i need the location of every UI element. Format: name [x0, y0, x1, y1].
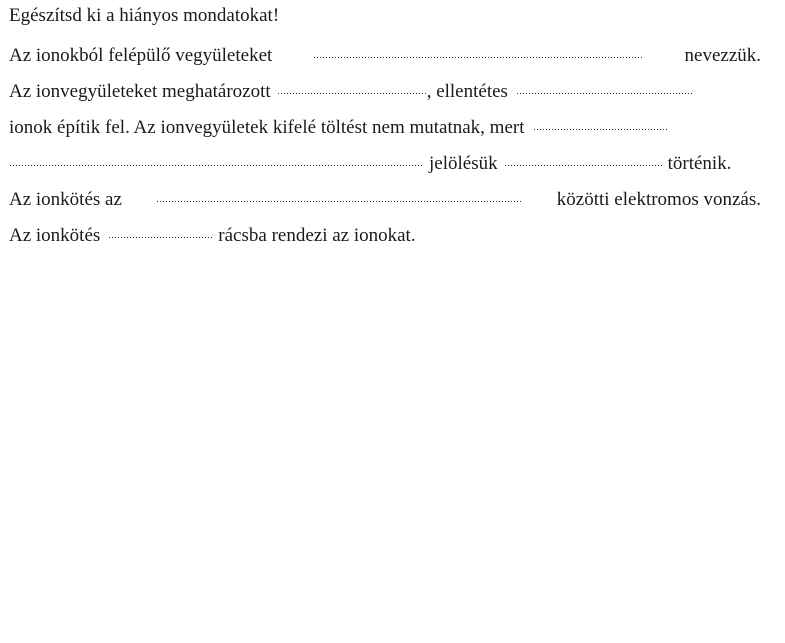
fill-in-blank[interactable] — [156, 186, 522, 205]
sentence-line-6 — [9, 222, 761, 246]
sentence-text: Az ionokból felépülő vegyületeket — [9, 45, 273, 66]
fill-in-blank[interactable] — [108, 222, 212, 241]
sentence-line-1 — [9, 42, 761, 66]
sentence-text: jelölésük — [429, 153, 498, 174]
sentence-text: Az ionkötés az — [9, 189, 122, 210]
sentence-text: történik. — [667, 153, 732, 174]
sentence-text: ionok építik fel. Az ionvegyületek kifelé töltést nem mutatnak, mert — [9, 117, 525, 138]
sentence-text: , ellentétes — [426, 81, 508, 102]
fill-in-blank[interactable] — [504, 150, 664, 169]
fill-in-blank[interactable] — [516, 78, 694, 97]
fill-in-blank[interactable] — [313, 42, 643, 61]
fill-in-blank[interactable] — [277, 78, 427, 97]
fill-in-blank[interactable] — [9, 150, 423, 169]
sentence-text: nevezzük. — [684, 45, 761, 66]
sentence-line-3 — [9, 114, 761, 138]
sentence-line-2 — [9, 78, 761, 102]
sentence-text: közötti elektromos vonzás. — [556, 189, 761, 210]
fill-in-blank[interactable] — [533, 114, 669, 133]
sentence-text: Az ionkötés — [9, 225, 101, 246]
sentence-line-5 — [9, 186, 761, 210]
sentence-text: Az ionvegyületeket meghatározott — [9, 81, 271, 102]
sentence-text: rácsba rendezi az ionokat. — [218, 225, 416, 246]
instruction-heading: Egészítsd ki a hiányos mondatokat! — [9, 5, 280, 26]
sentence-line-4 — [9, 150, 761, 174]
